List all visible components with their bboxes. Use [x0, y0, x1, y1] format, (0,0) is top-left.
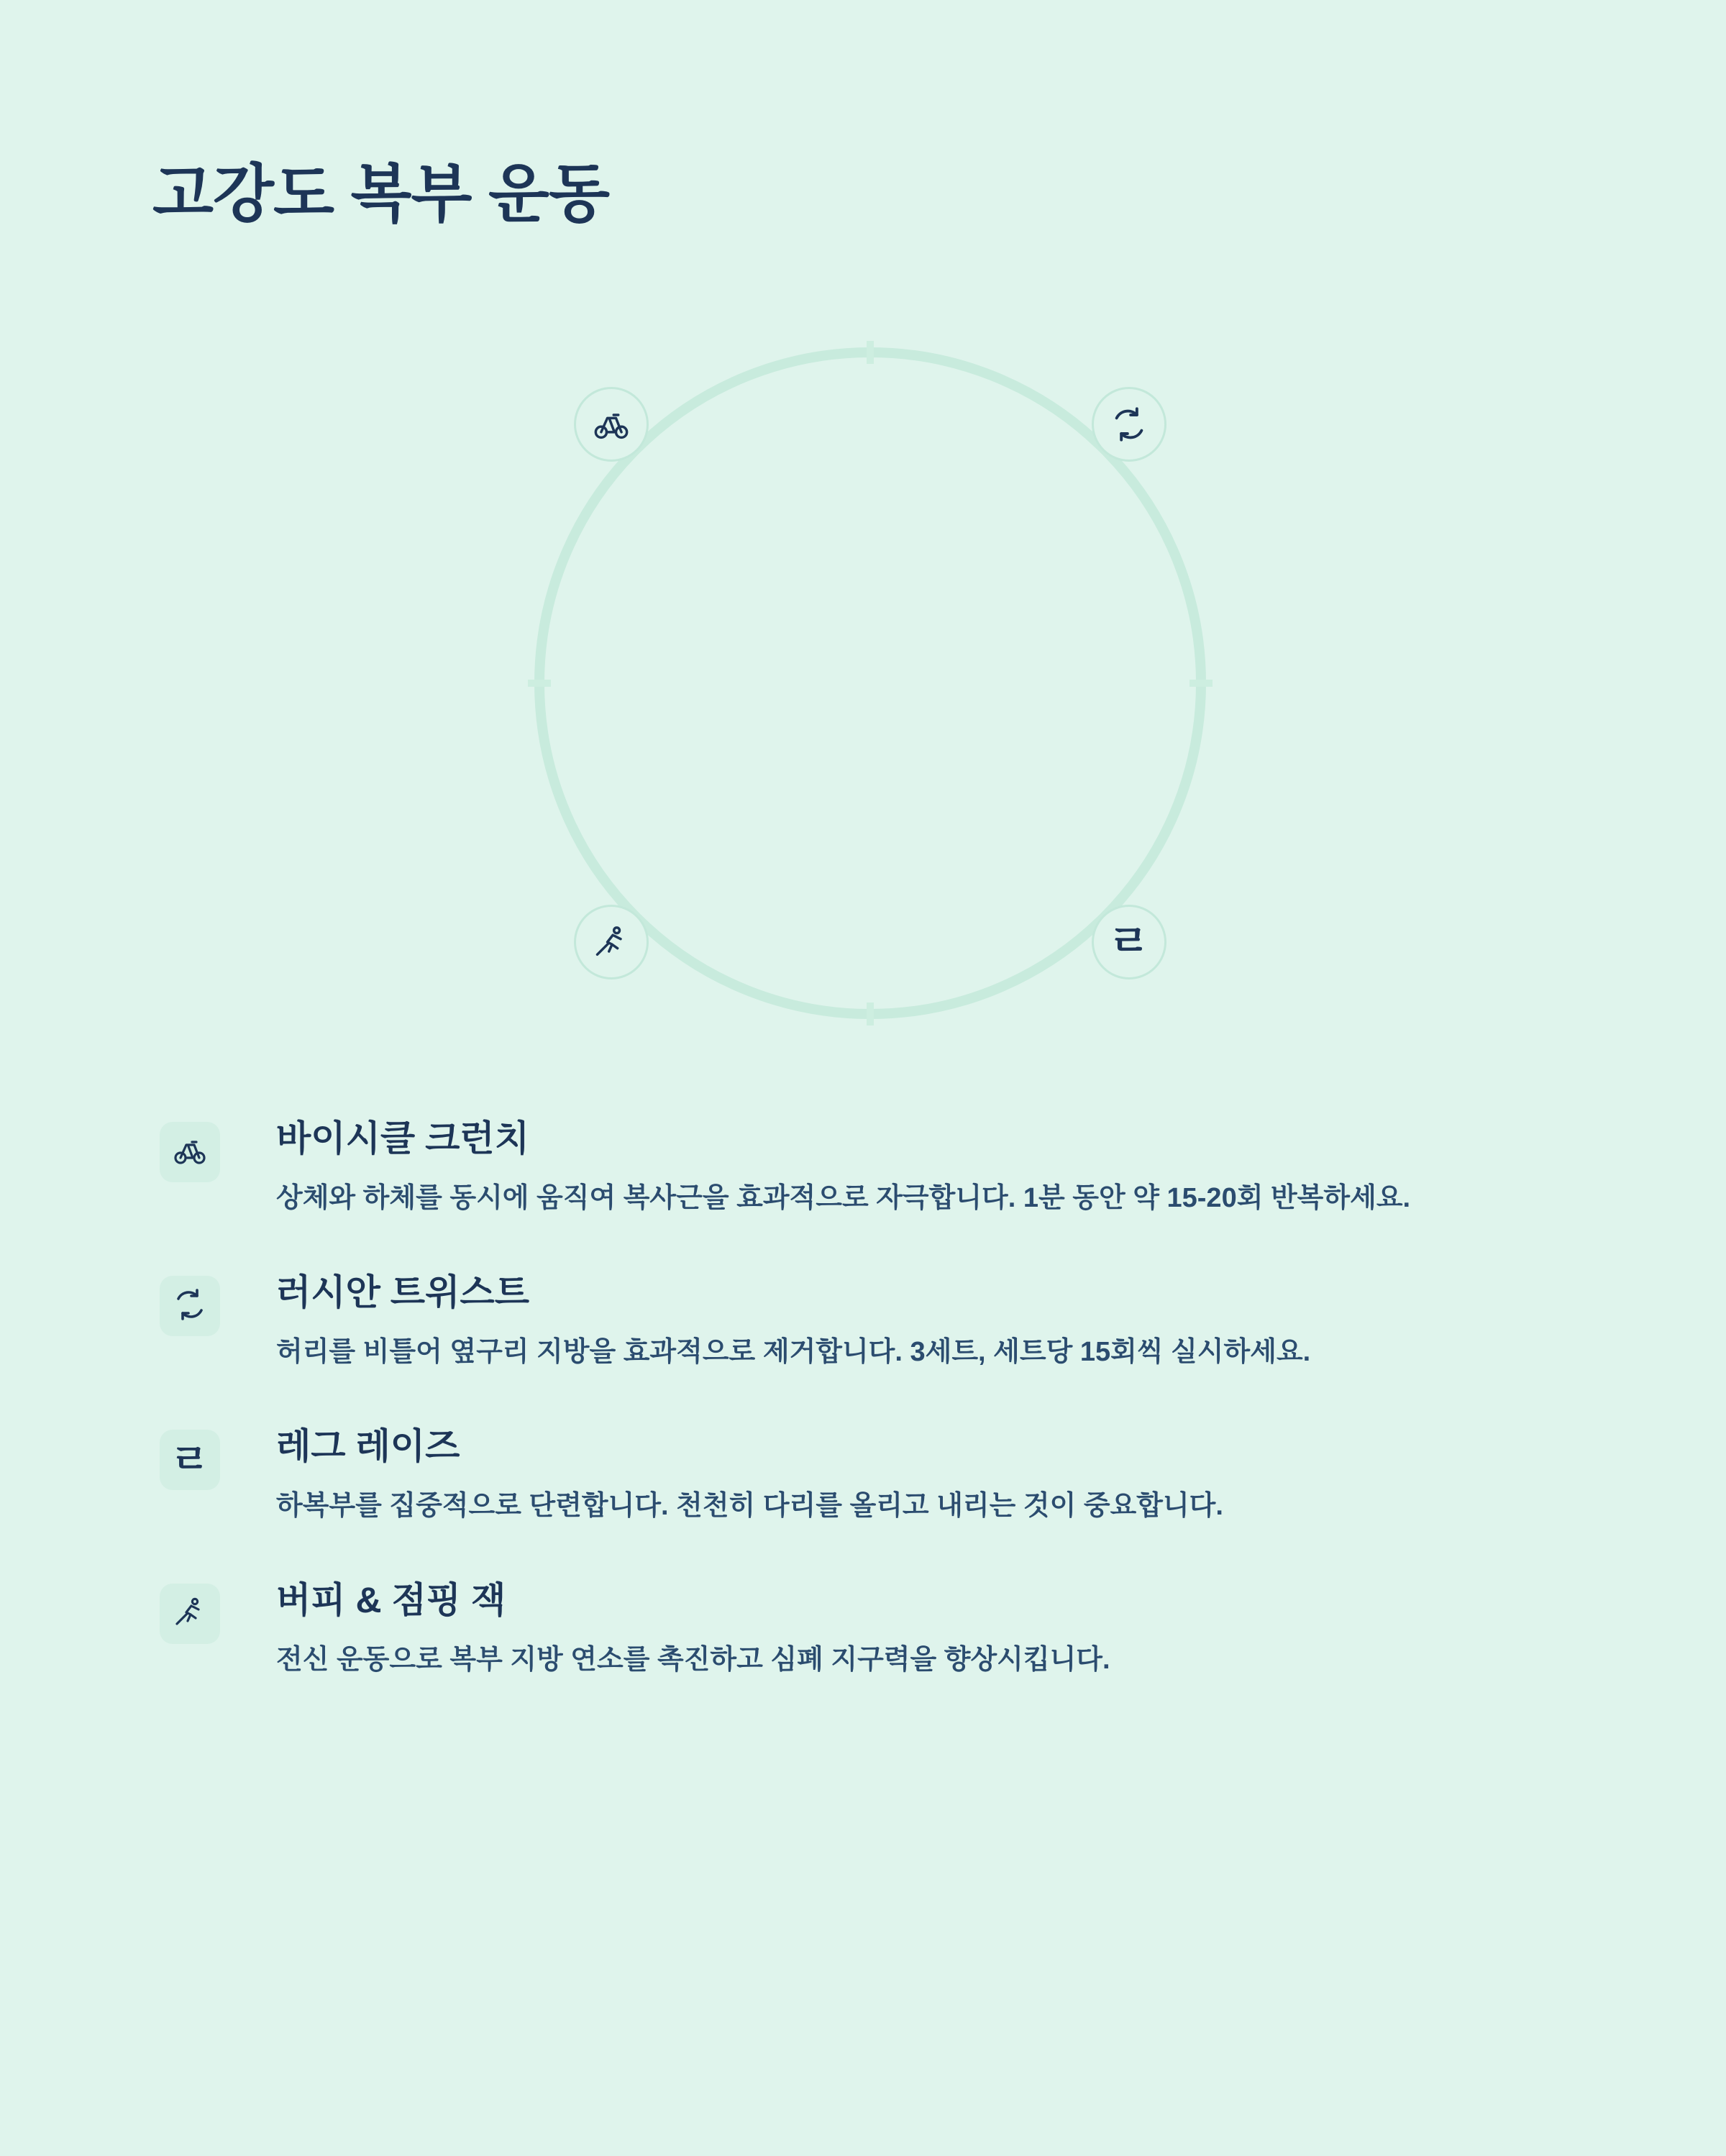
- list-item: [160, 1581, 1591, 1689]
- refresh-cycle-icon: [173, 1287, 207, 1325]
- list-item: [160, 1273, 1591, 1381]
- page-title: 고강도 복부 운동: [152, 158, 609, 229]
- diagram-node-bicycle[interactable]: [574, 387, 649, 462]
- bicycle-icon: [173, 1133, 207, 1171]
- item-description: 상체와 하체를 동시에 움직여 복사근을 효과적으로 자극합니다. 1분 동안 약 15-20회 반복하세요.: [276, 1183, 1411, 1213]
- jumping-person-icon: [173, 1595, 207, 1633]
- refresh-cycle-icon: [1110, 406, 1148, 443]
- item-icon-twist: [160, 1276, 220, 1336]
- item-icon-leg-raise: [160, 1430, 220, 1490]
- item-title: 레그 레이즈: [276, 1426, 460, 1466]
- exercise-list: [160, 1115, 1591, 1735]
- leg-raise-icon: ㄹ: [1108, 918, 1150, 966]
- bicycle-icon: [593, 406, 630, 443]
- item-icon-bicycle: [160, 1122, 220, 1182]
- item-title: 버피 & 점핑 잭: [276, 1580, 506, 1620]
- diagram-node-twist[interactable]: [1092, 387, 1166, 462]
- item-description: 허리를 비틀어 옆구리 지방을 효과적으로 제거합니다. 3세트, 세트당 15회씩 실시하세요.: [276, 1337, 1311, 1367]
- leg-raise-icon: ㄹ: [170, 1437, 210, 1482]
- diagram-node-burpee[interactable]: [574, 905, 649, 979]
- cycle-diagram: [496, 309, 1244, 1057]
- item-title: 러시안 트위스트: [276, 1272, 529, 1312]
- item-description: 하복부를 집중적으로 단련합니다. 천천히 다리를 올리고 내리는 것이 중요합니다.: [276, 1491, 1223, 1521]
- jumping-person-icon: [593, 923, 630, 961]
- list-item: [160, 1119, 1591, 1227]
- diagram-node-leg-raise[interactable]: [1092, 905, 1166, 979]
- item-description: 전신 운동으로 복부 지방 연소를 촉진하고 심폐 지구력을 향상시킵니다.: [276, 1645, 1110, 1675]
- list-item: [160, 1427, 1591, 1535]
- item-icon-burpee: [160, 1584, 220, 1644]
- item-title: 바이시클 크런치: [276, 1118, 529, 1159]
